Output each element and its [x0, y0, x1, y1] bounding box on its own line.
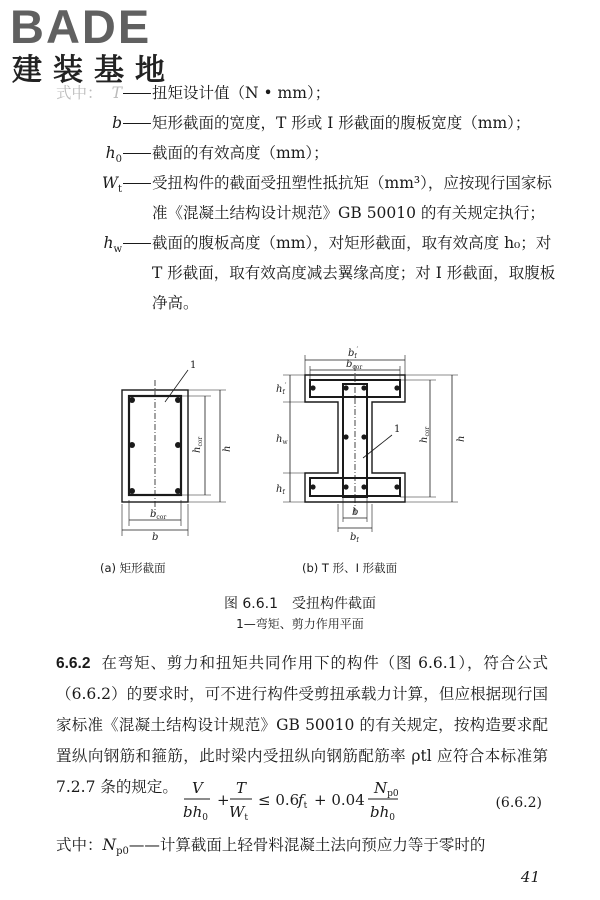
figure-note: 1—弯矩、剪力作用平面 [236, 617, 364, 631]
sub-caption-b: (b) T 形、I 形截面 [302, 561, 398, 575]
formula-t: T [236, 779, 247, 797]
logo-sub-text: 建装基地 [12, 53, 176, 88]
clause-text: 在弯矩、剪力和扭矩共同作用下的构件（图 6.6.1），符合公式（6.6.2）的要求时，可不进行构件受剪扭承载力计算，但应根据现行国家标准《混凝土结构设计规范》GB 50010 的有关规定，按构造要求配置纵向钢筋和箍筋，此时梁内受扭纵向钢筋配筋率 ρtl 应符合本标准第 7.2.7 条的规定。 [56, 654, 548, 796]
where-text: ——计算截面上轻骨料混凝土法向预应力等于零时的 [128, 836, 486, 854]
rect-bcor-label: $b_{cor}$ [150, 509, 167, 521]
rect-h-label: h [222, 445, 233, 452]
logo-main-text: BADE [10, 0, 152, 53]
i-bf-bottom-label: $b_f$ [350, 532, 359, 544]
rect-hcor-label: $h_{cor}$ [192, 436, 204, 453]
rectangular-section [122, 360, 233, 543]
i-hf-bottom-label: $h_f$ [276, 484, 285, 496]
i-hcor-label: $h_{cor}$ [419, 426, 431, 443]
i-hf-top-label: $h_f'$ [276, 382, 287, 396]
i-outline [305, 375, 405, 502]
formula-rel: ≤ 0.6 [258, 791, 300, 809]
where-symbol: $N_{p0}$ [102, 836, 129, 858]
formula-wt: $W_t$ [229, 803, 249, 823]
definition-item [56, 168, 556, 228]
formula-bh0-1: $bh_0$ [183, 803, 208, 823]
i-callout-label: 1 [394, 424, 401, 435]
definition-text: 截面的腹板高度（mm），对矩形截面，取有效高度 h₀；对 T 形截面，取有效高度减去翼缘高度；对 I 形截面，取腹板净高。 [152, 234, 556, 312]
section-figure [80, 340, 540, 590]
i-bf-label: $b_f'$ [348, 346, 359, 360]
i-bcor-label: $b_{cor}$ [346, 359, 363, 371]
formula-v: V [192, 779, 203, 797]
definition-text: 截面的有效高度（mm）； [152, 144, 329, 162]
definition-text: 矩形截面的宽度，T 形或 I 形截面的腹板宽度（mm）； [152, 114, 531, 132]
clause-number: 6.6.2 [56, 655, 91, 672]
definition-symbol: T [111, 84, 122, 102]
definition-item [56, 78, 556, 108]
formula-plus2: + 0.04 [314, 791, 365, 809]
definition-symbol: $h_0$ [105, 144, 122, 166]
formula-plus: + [217, 791, 230, 809]
sub-caption-a: (a) 矩形截面 [100, 561, 166, 575]
i-section [276, 346, 467, 544]
definition-symbol: $W_t$ [102, 174, 122, 196]
definition-item [56, 108, 556, 138]
symbol-definitions [56, 78, 556, 318]
rect-callout-label: 1 [190, 360, 197, 371]
formula-ft: $f_t$ [298, 791, 308, 811]
figure-title: 图 6.6.1 受扭构件截面 [223, 596, 377, 612]
definition-symbol: $h_w$ [103, 234, 122, 256]
i-hw-label: $h_w$ [276, 434, 288, 446]
formula-np0: $N_{p0}$ [374, 779, 399, 799]
definition-item [56, 138, 556, 168]
definition-item [56, 228, 556, 318]
rect-b-label: b [152, 532, 159, 543]
definition-symbol: b [112, 114, 122, 132]
page-number: 41 [520, 868, 540, 886]
definition-lead: 式中： [56, 84, 103, 102]
i-b-label: b [352, 507, 359, 518]
formula-bh0-2: $bh_0$ [370, 803, 395, 823]
equation-number: (6.6.2) [495, 795, 542, 811]
i-h-label: h [456, 435, 467, 442]
definition-text: 受扭构件的截面受扭塑性抵抗矩（mm³），应按现行国家标准《混凝土结构设计规范》GB 50010 的有关规定执行； [152, 174, 552, 222]
where-clause [56, 830, 556, 867]
definition-text: 扭矩设计值（N • mm）； [152, 84, 331, 102]
where-lead: 式中： [56, 836, 103, 854]
rect-callout-line [165, 370, 188, 402]
